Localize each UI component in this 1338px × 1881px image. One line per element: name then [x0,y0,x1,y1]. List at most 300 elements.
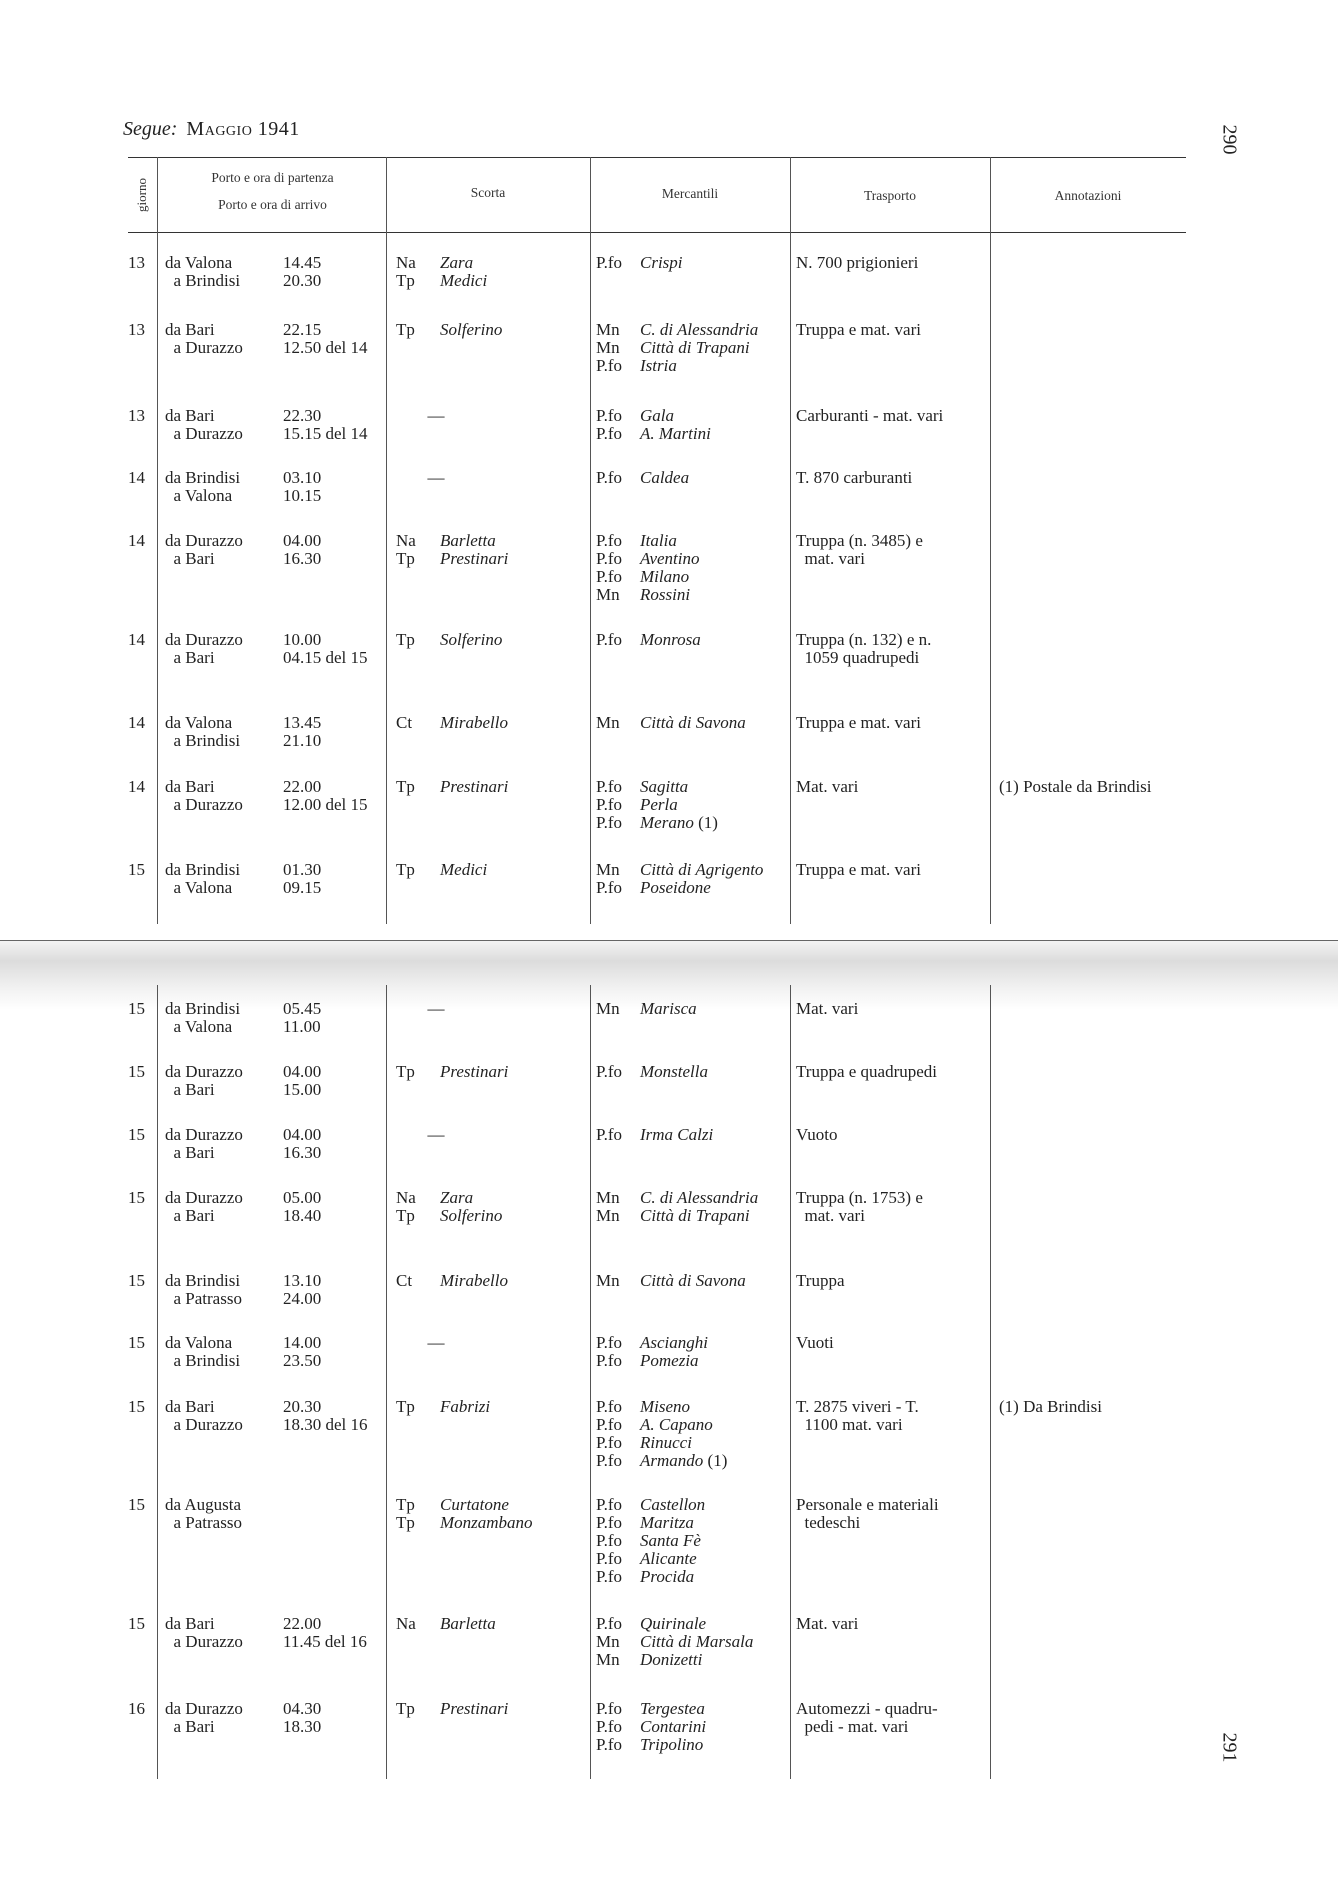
page-number-bottom: 291 [1218,1732,1241,1763]
entry-ports [165,631,243,667]
departure-time: 20.30 [283,1397,322,1416]
ship-type: P.fo [596,1333,622,1352]
merchant-ship [596,879,763,897]
departure-port: da Bari [165,1614,215,1633]
ship-name: C. di Alessandria [640,1188,759,1207]
entry-times [283,532,321,568]
ship-name: Rossini [640,585,691,604]
ship-name: Rinucci [640,1433,692,1452]
entry-transport [796,1063,937,1081]
transport-line: Truppa e mat. vari [796,320,921,339]
entry-merchants [596,254,683,272]
entry-transport [796,1189,923,1225]
ship-type: P.fo [596,1433,622,1452]
merchant-ship [596,1452,727,1470]
entry-times [283,1063,321,1099]
merchant-ship [596,425,711,443]
transport-line: 1100 mat. vari [796,1415,903,1434]
departure-port: da Durazzo [165,1188,243,1207]
ship-name: Prestinari [440,777,509,796]
transport-line: Vuoti [796,1333,834,1352]
entry-times [283,254,321,290]
escort-dash: — [427,406,445,425]
ship-name: Mirabello [440,713,508,732]
entry-ports [165,861,240,897]
ship-name: Contarini [640,1717,707,1736]
arrival-time: 18.30 del 16 [283,1415,368,1434]
departure-time: 14.45 [283,253,322,272]
arrival-time: 09.15 [283,878,322,897]
entry-merchants [596,469,689,487]
ship-type: P.fo [596,531,622,550]
merchant-ship [596,631,701,649]
transport-line: Truppa [796,1271,845,1290]
arrival-port: a Patrasso [165,1513,242,1532]
ship-type: Tp [396,549,415,568]
entry-merchants [596,1000,697,1018]
ship-name: Pomezia [640,1351,699,1370]
escort-dash: — [427,1125,445,1144]
entry-escort [396,778,508,796]
merchant-ship [596,1514,705,1532]
entry-day: 14 [128,713,145,732]
entry-transport [796,254,918,272]
arrival-time: 16.30 [283,549,322,568]
header-label: Segue: [123,118,178,140]
departure-time: 13.10 [283,1271,322,1290]
ship-type: P.fo [596,1567,622,1586]
col-line [790,232,791,924]
entry-ports [165,532,243,568]
entry-day: 16 [128,1699,145,1718]
entry-escort [396,714,508,732]
entry-day: 15 [128,860,145,879]
departure-port: da Brindisi [165,999,241,1018]
ship-name: Medici [440,860,488,879]
entry-ports [165,407,243,443]
ship-type: Tp [396,1513,415,1532]
ship-type: P.fo [596,1397,622,1416]
ship-type: P.fo [596,567,622,586]
ship-type: Tp [396,1206,415,1225]
ship-type: Na [396,1614,416,1633]
departure-port: da Durazzo [165,1699,243,1718]
escort-ship [396,272,487,290]
header-bottom-rule [128,232,1186,233]
transport-line: mat. vari [796,1206,865,1225]
entry-escort [396,1272,508,1290]
ship-type: Tp [396,1062,415,1081]
arrival-port: a Bari [165,1080,215,1099]
transport-line: Truppa (n. 132) e n. [796,630,932,649]
entry-day: 15 [128,999,145,1018]
merchant-ship [596,339,758,357]
entry-day: 15 [128,1125,145,1144]
col-line [590,985,591,1779]
merchant-ship [596,321,758,339]
arrival-time: 23.50 [283,1351,322,1370]
entry-ports [165,321,243,357]
merchant-ship [596,532,699,550]
merchant-ship [596,1000,697,1018]
departure-port: da Brindisi [165,468,241,487]
ship-type: Tp [396,860,415,879]
page-header [123,118,300,141]
departure-time: 01.30 [283,860,322,879]
entry-ports [165,1063,243,1099]
arrival-time: 10.15 [283,486,322,505]
escort-ship [396,778,508,796]
escort-ship [396,1272,508,1290]
merchant-ship [596,1416,727,1434]
ship-name: Italia [640,531,677,550]
ship-name: Maritza [640,1513,694,1532]
departure-time: 05.45 [283,999,322,1018]
footnote-ref: (1) [693,813,718,832]
arrival-time: 18.30 [283,1717,322,1736]
entry-times [283,1700,321,1736]
ship-type: Tp [396,777,415,796]
entry-merchants [596,1398,727,1470]
entry-ports [165,714,240,750]
arrival-port: a Valona [165,486,233,505]
arrival-port: a Valona [165,1017,233,1036]
merchant-ship [596,778,718,796]
departure-port: da Bari [165,777,215,796]
ship-type: Tp [396,1495,415,1514]
entry-day: 15 [128,1271,145,1290]
transport-line: T. 870 carburanti [796,468,913,487]
escort-ship [396,1514,533,1532]
transport-line: Truppa e mat. vari [796,860,921,879]
ship-type: P.fo [596,1451,622,1470]
footnote-ref: (1) [703,1451,728,1470]
ship-type: P.fo [596,1699,622,1718]
departure-port: da Valona [165,253,233,272]
ship-type: Mn [596,1271,620,1290]
ship-name: Santa Fè [640,1531,701,1550]
ship-name: A. Capano [640,1415,713,1434]
entry-merchants [596,778,718,832]
entry-day: 14 [128,630,145,649]
col-line [990,232,991,924]
departure-port: da Durazzo [165,1062,243,1081]
entry-escort [396,631,502,649]
entry-transport [796,1334,834,1352]
transport-line: Mat. vari [796,777,859,796]
entry-day: 15 [128,1495,145,1514]
ship-name: Curtatone [440,1495,509,1514]
entry-day: 13 [128,406,145,425]
page-fold-edge [0,940,1338,941]
ship-name: Prestinari [440,1699,509,1718]
col-header-porto-partenza: Porto e ora di partenza [211,170,334,185]
arrival-time: 12.50 del 14 [283,338,368,357]
entry-merchants [596,1272,746,1290]
ship-name: Sagitta [640,777,689,796]
ship-name: Monrosa [640,630,701,649]
ship-name: Città di Savona [640,1271,746,1290]
entry-merchants [596,1126,713,1144]
entry-day: 15 [128,1614,145,1633]
entry-times [283,407,368,443]
merchant-ship [596,1352,708,1370]
entry-merchants [596,714,746,732]
merchant-ship [596,254,683,272]
entry-ports [165,1700,243,1736]
departure-time: 22.15 [283,320,322,339]
entry-transport [796,714,921,732]
col-header-mercantili: Mercantili [661,186,719,201]
ship-type: P.fo [596,253,622,272]
col-line [386,232,387,924]
merchant-ship [596,814,718,832]
col-header-porto-arrivo: Porto e ora di arrivo [218,197,327,212]
departure-time: 22.00 [283,777,322,796]
merchant-ship [596,1651,753,1669]
departure-port: da Valona [165,1333,233,1352]
ship-type: Mn [596,1188,620,1207]
entry-escort [396,1496,533,1532]
entry-ports [165,254,240,290]
escort-ship [396,1063,508,1081]
col-header-scorta: Scorta [470,185,506,200]
arrival-time: 18.40 [283,1206,322,1225]
ship-type: P.fo [596,1513,622,1532]
arrival-port: a Bari [165,648,215,667]
entry-times [283,1272,321,1308]
entry-escort [396,861,487,879]
escort-ship [396,1207,502,1225]
transport-line: mat. vari [796,549,865,568]
merchant-ship [596,1736,706,1754]
ship-name: Donizetti [640,1650,703,1669]
entry-times [283,1615,367,1651]
arrival-time: 15.15 del 14 [283,424,368,443]
ship-type: Ct [396,1271,413,1290]
entry-ports [165,778,243,814]
ship-type: P.fo [596,406,622,425]
entry-merchants [596,1063,708,1081]
departure-time: 03.10 [283,468,322,487]
entry-transport [796,1398,919,1434]
ship-name: Istria [640,356,677,375]
departure-port: da Valona [165,713,233,732]
ship-name: Fabrizi [440,1397,491,1416]
arrival-port: a Durazzo [165,1415,243,1434]
ship-name: Solferino [440,320,503,339]
departure-time: 04.30 [283,1699,322,1718]
entry-times [283,469,321,505]
arrival-time: 20.30 [283,271,322,290]
ship-name: Quirinale [640,1614,707,1633]
merchant-ship [596,714,746,732]
ship-type: Tp [396,320,415,339]
departure-time: 04.00 [283,1062,322,1081]
escort-ship [396,550,508,568]
merchant-ship [596,469,689,487]
merchant-ship [596,1398,727,1416]
entry-escort [396,1615,496,1633]
ship-type: P.fo [596,468,622,487]
departure-port: da Brindisi [165,860,241,879]
transport-line: 1059 quadrupedi [796,648,920,667]
ship-type: Tp [396,630,415,649]
entry-day: 14 [128,531,145,550]
escort-ship [396,1615,496,1633]
entry-day: 14 [128,777,145,796]
merchant-ship [596,1700,706,1718]
ship-type: Na [396,531,416,550]
merchant-ship [596,568,699,586]
ship-type: P.fo [596,1125,622,1144]
departure-time: 22.00 [283,1614,322,1633]
ship-type: P.fo [596,424,622,443]
entry-times [283,714,321,750]
escort-ship [396,861,487,879]
entry-merchants [596,861,763,897]
merchant-ship [596,1063,708,1081]
ship-name: Solferino [440,630,503,649]
ship-type: P.fo [596,795,622,814]
departure-port: da Brindisi [165,1271,241,1290]
ship-name: Miseno [640,1397,691,1416]
merchant-ship [596,796,718,814]
departure-time: 10.00 [283,630,322,649]
ship-name: Caldea [640,468,690,487]
entry-merchants [596,1496,705,1586]
ship-name: Città di Trapani [640,1206,750,1225]
merchant-ship [596,1615,753,1633]
entry-transport [796,321,921,339]
col-header-giorno: giorno [134,178,149,212]
entry-note: (1) Postale da Brindisi [999,777,1152,796]
arrival-port: a Bari [165,1206,215,1225]
departure-port: da Bari [165,320,215,339]
ship-type: Mn [596,1650,620,1669]
entry-escort [396,469,476,487]
ship-type: P.fo [596,1735,622,1754]
arrival-port: a Bari [165,549,215,568]
ship-type: P.fo [596,1415,622,1434]
merchant-ship [596,586,699,604]
entry-times [283,631,368,667]
arrival-time: 11.00 [283,1017,321,1036]
ship-name: Armando [640,1451,704,1470]
transport-line: N. 700 prigionieri [796,253,919,272]
ship-name: Merano [640,813,694,832]
arrival-time: 16.30 [283,1143,322,1162]
departure-time: 04.00 [283,1125,322,1144]
entry-day: 13 [128,320,145,339]
ship-type: P.fo [596,1062,622,1081]
ship-name: Città di Trapani [640,338,750,357]
arrival-port: a Brindisi [165,271,241,290]
escort-ship [396,1496,533,1514]
entry-day: 15 [128,1188,145,1207]
ship-name: Marisca [640,999,697,1018]
escort-ship [396,714,508,732]
col-line [590,232,591,924]
transport-line: T. 2875 viveri - T. [796,1397,919,1416]
departure-port: da Bari [165,1397,215,1416]
entry-transport [796,1615,858,1633]
merchant-ship [596,1550,705,1568]
departure-time: 05.00 [283,1188,322,1207]
ship-type: P.fo [596,1351,622,1370]
ship-type: Tp [396,1397,415,1416]
merchant-ship [596,1207,758,1225]
transport-line: Truppa e mat. vari [796,713,921,732]
escort-dash: — [427,999,445,1018]
ship-type: P.fo [596,1531,622,1550]
entry-times [283,1189,321,1225]
col-line [386,985,387,1779]
ship-name: Poseidone [640,878,711,897]
entry-day: 15 [128,1397,145,1416]
departure-port: da Durazzo [165,531,243,550]
entry-ports [165,1272,242,1308]
escort-dash: — [427,1333,445,1352]
entry-transport [796,631,931,667]
header-month: Maggio 1941 [186,118,300,140]
merchant-ship [596,1334,708,1352]
ship-type: P.fo [596,356,622,375]
entry-escort [396,1000,476,1018]
entry-transport [796,861,921,879]
ship-name: Irma Calzi [640,1125,714,1144]
transport-line: tedeschi [796,1513,861,1532]
entry-escort [396,321,502,339]
transport-line: pedi - mat. vari [796,1717,909,1736]
col-line [990,985,991,1779]
entry-ports [165,1126,243,1162]
arrival-port: a Durazzo [165,795,243,814]
ship-name: Tripolino [640,1735,704,1754]
page-number-top: 290 [1218,124,1241,155]
arrival-time: 24.00 [283,1289,322,1308]
ship-name: Tergestea [640,1699,705,1718]
arrival-port: a Brindisi [165,731,241,750]
entry-times [283,1126,321,1162]
ship-name: Zara [440,253,474,272]
ship-type: P.fo [596,1717,622,1736]
transport-line: Truppa e quadrupedi [796,1062,938,1081]
departure-time: 14.00 [283,1333,322,1352]
entry-merchants [596,1189,758,1225]
arrival-time: 15.00 [283,1080,322,1099]
arrival-time: 11.45 del 16 [283,1632,367,1651]
ship-name: C. di Alessandria [640,320,759,339]
ship-type: Mn [596,585,620,604]
escort-ship [396,321,502,339]
escort-dash: — [427,468,445,487]
merchant-ship [596,1272,746,1290]
transport-line: Vuoto [796,1125,838,1144]
entry-merchants [596,321,758,375]
entry-escort [396,1700,508,1718]
ship-name: Monstella [640,1062,708,1081]
ship-type: P.fo [596,813,622,832]
col-header-annotazioni: Annotazioni [1054,188,1122,203]
merchant-ship [596,1718,706,1736]
escort-ship [396,631,502,649]
transport-line: Mat. vari [796,999,859,1018]
ship-name: Gala [640,406,674,425]
entry-times [283,778,368,814]
ship-name: Medici [440,271,488,290]
ship-type: Mn [596,338,620,357]
